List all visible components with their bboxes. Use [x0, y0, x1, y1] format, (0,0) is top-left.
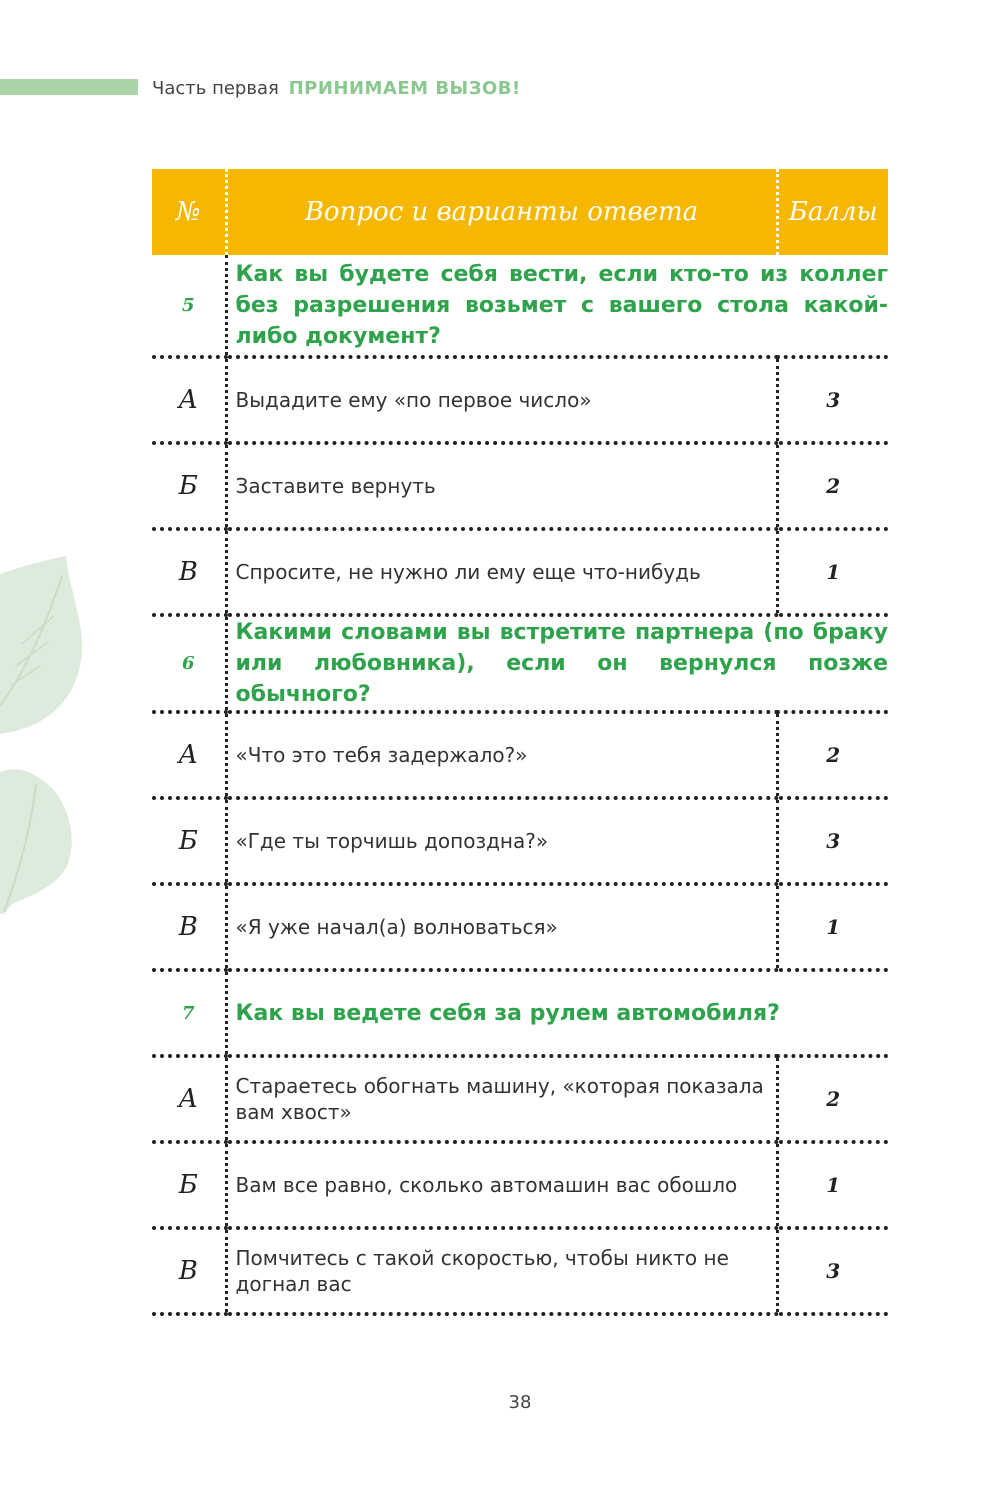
table-header-row — [152, 169, 888, 255]
answer-text: Вам все равно, сколько автомашин вас обошло — [226, 1142, 777, 1228]
question-text: Как вы ведете себя за рулем автомобиля? — [226, 970, 888, 1056]
answer-text: Спросите, не нужно ли ему еще что-нибудь — [226, 529, 777, 615]
answer-points: 1 — [777, 1142, 888, 1228]
answer-row — [152, 1056, 888, 1142]
leaf-illustration-bottom — [0, 764, 75, 914]
page-number: 38 — [508, 1392, 532, 1413]
question-number: 5 — [152, 255, 226, 357]
answer-points: 2 — [777, 1056, 888, 1142]
answer-points: 2 — [777, 712, 888, 798]
answer-text: Помчитесь с такой скоростью, чтобы никто не догнал вас — [226, 1228, 777, 1314]
leaf-illustration-top — [0, 556, 85, 736]
answer-points: 3 — [777, 1228, 888, 1314]
answer-letter: В — [152, 884, 226, 970]
answer-row — [152, 529, 888, 615]
answer-text: «Что это тебя задержало?» — [226, 712, 777, 798]
answer-letter: В — [152, 1228, 226, 1314]
header-accent-bar — [0, 79, 138, 95]
answer-letter: Б — [152, 443, 226, 529]
answer-text: «Я уже начал(а) волноваться» — [226, 884, 777, 970]
answer-text: Заставите вернуть — [226, 443, 777, 529]
answer-points: 3 — [777, 357, 888, 443]
question-row-5 — [152, 255, 888, 357]
answer-points: 1 — [777, 884, 888, 970]
answer-row — [152, 798, 888, 884]
answer-letter: Б — [152, 798, 226, 884]
answer-letter: А — [152, 1056, 226, 1142]
answer-row — [152, 443, 888, 529]
answer-letter: В — [152, 529, 226, 615]
answer-row — [152, 1142, 888, 1228]
answer-text: «Где ты торчишь допоздна?» — [226, 798, 777, 884]
question-row-6 — [152, 615, 888, 712]
question-number: 6 — [152, 615, 226, 712]
question-number: 7 — [152, 970, 226, 1056]
part-label: Часть первая — [152, 78, 279, 99]
section-title: ПРИНИМАЕМ ВЫЗОВ! — [288, 78, 521, 99]
answer-row — [152, 884, 888, 970]
answer-points: 1 — [777, 529, 888, 615]
question-text: Как вы будете себя вести, если кто-то из коллег без разрешения возьмет с вашего стола какой-либо документ? — [226, 255, 888, 357]
running-header — [152, 78, 521, 100]
question-text: Какими словами вы встретите партнера (по браку или любовника), если он вернулся позже обычного? — [226, 615, 888, 712]
answer-letter: А — [152, 357, 226, 443]
answer-points: 2 — [777, 443, 888, 529]
column-header-number: № — [152, 169, 226, 255]
answer-text: Выдадите ему «по первое число» — [226, 357, 777, 443]
answer-row — [152, 712, 888, 798]
quiz-table — [152, 169, 888, 1316]
answer-row — [152, 357, 888, 443]
column-header-question: Вопрос и варианты ответа — [226, 169, 777, 255]
question-row-7 — [152, 970, 888, 1056]
answer-letter: Б — [152, 1142, 226, 1228]
answer-row — [152, 1228, 888, 1314]
answer-text: Стараетесь обогнать машину, «которая показала вам хвост» — [226, 1056, 777, 1142]
column-header-points: Баллы — [777, 169, 888, 255]
answer-points: 3 — [777, 798, 888, 884]
answer-letter: А — [152, 712, 226, 798]
